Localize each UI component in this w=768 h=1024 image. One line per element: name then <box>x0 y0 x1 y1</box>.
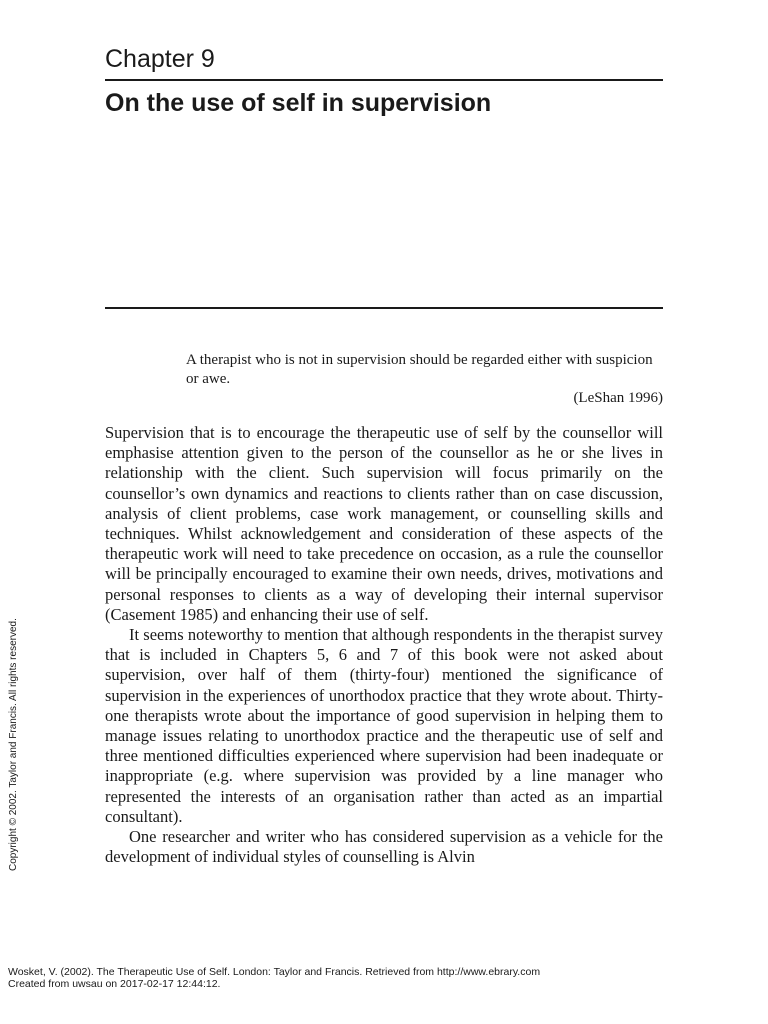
citation-line: Wosket, V. (2002). The Therapeutic Use of Self. London: Taylor and Francis. Retrieved from http://www.ebrary.com <box>8 966 541 978</box>
chapter-bottom-rule <box>105 307 663 309</box>
source-footer <box>8 966 540 990</box>
body-paragraph-1: Supervision that is to encourage the therapeutic use of self by the counsellor will emphasise attention given to the person of the counsellor as he or she lives in relationship with the client. Such supervision will focus primarily on the counsellor’s own dynamics and reactions to clients rather than on case discussion, analysis of client problems, case work management, or counselling skills and techniques. Whilst acknowledgement and consideration of these aspects of the therapeutic work will need to take precedence on occasion, as a rule the counsellor will be principally encouraged to examine their own needs, drives, motivations and personal responses to clients as a way of developing their internal supervisor (Casement 1985) and enhancing their use of self. <box>105 423 663 624</box>
chapter-number: Chapter 9 <box>105 45 215 73</box>
chapter-title: On the use of self in supervision <box>105 89 492 117</box>
copyright-notice: Copyright © 2002. Taylor and Francis. All rights reserved. <box>8 618 19 871</box>
chapter-top-rule <box>105 79 663 81</box>
epigraph-attribution: (LeShan 1996) <box>573 390 663 406</box>
body-paragraph-2: It seems noteworthy to mention that although respondents in the therapist survey that is included in Chapters 5, 6 and 7 of this book were not asked about supervision, over half of them (thirty-four) mentioned the significance of supervision in the experiences of unorthodox practice that they wrote about. Thirty-one therapists wrote about the importance of good supervision in helping them to manage issues relating to unorthodox practice and the therapeutic use of self and three mentioned difficulties experienced where supervision had been inadequate or inappropriate (e.g. where supervision was provided by a line manager who represented the interests of an organisation rather than acted as an impartial consultant). <box>105 625 663 826</box>
body-text <box>105 423 663 867</box>
epigraph-quote: A therapist who is not in supervision should be regarded either with suspicion or awe. <box>186 352 653 387</box>
epigraph <box>186 351 663 408</box>
created-line: Created from uwsau on 2017-02-17 12:44:12. <box>8 978 221 990</box>
body-paragraph-3: One researcher and writer who has considered supervision as a vehicle for the development of individual styles of counselling is Alvin <box>105 827 663 867</box>
